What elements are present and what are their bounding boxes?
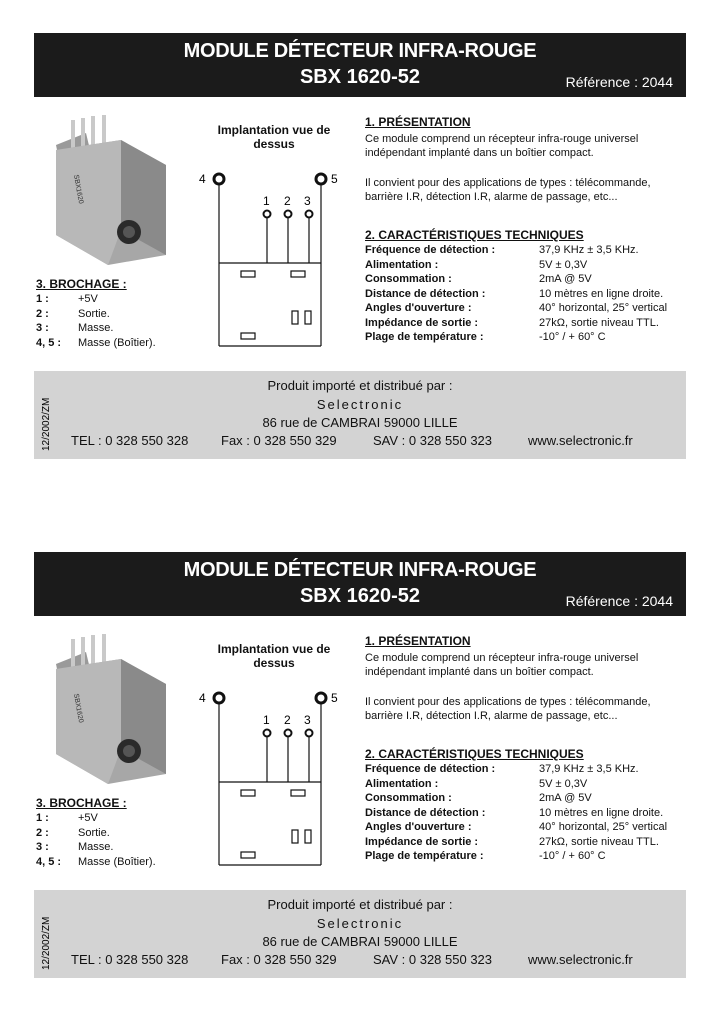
company-address: 86 rue de CAMBRAI 59000 LILLE (262, 934, 458, 949)
pin-row: 1 : +5V (36, 293, 98, 305)
pin-label-1: 1 (263, 194, 270, 208)
pinout-diagram (199, 680, 349, 870)
svg-text:12/2002/ZM: 12/2002/ZM (41, 916, 52, 970)
company-address: 86 rue de CAMBRAI 59000 LILLE (262, 415, 458, 430)
pin-5 (316, 693, 326, 703)
fax-number: Fax : 0 328 550 329 (221, 952, 337, 967)
phone-number: TEL : 0 328 550 328 (71, 952, 189, 967)
sav-number: SAV : 0 328 550 323 (373, 433, 493, 448)
fax-number: Fax : 0 328 550 329 (221, 433, 337, 448)
presentation-paragraph-2: Il convient pour des applications de types : télécommande, barrière I.R, détection I.R, alarme de passage, etc... (365, 177, 651, 203)
imported-by: Produit importé et distribué par : (267, 897, 453, 912)
pin-label-4: 4 (199, 172, 206, 186)
pin-4 (214, 693, 224, 703)
presentation-heading: 1. PRÉSENTATION (365, 115, 471, 129)
page-title: MODULE DÉTECTEUR INFRA-ROUGE (183, 559, 537, 581)
presentation-paragraph-2: Il convient pour des applications de types : télécommande, barrière I.R, détection I.R, alarme de passage, etc... (365, 696, 651, 722)
header-bar (34, 33, 686, 97)
pinout-diagram (199, 161, 349, 351)
distributor-footer (34, 371, 686, 459)
website-link[interactable]: www.selectronic.fr (528, 952, 633, 967)
pin-row: 4, 5 : Masse (Boîtier). (36, 855, 156, 868)
svg-text:SBX1620: SBX1620 (72, 174, 85, 205)
pinout-heading: 3. BROCHAGE : (36, 277, 127, 291)
pin-row: 2 : Sortie. (36, 307, 110, 320)
reference-number: Référence : 2044 (565, 593, 673, 609)
website-link[interactable]: www.selectronic.fr (528, 433, 633, 448)
distributor-footer (34, 890, 686, 978)
header-bar (34, 552, 686, 616)
specs-heading: 2. CARACTÉRISTIQUES TECHNIQUES (365, 228, 584, 242)
reference-number: Référence : 2044 (565, 74, 673, 90)
diagram-caption: Implantation vue de dessus (217, 123, 331, 151)
model-number: SBX 1620-52 (299, 66, 421, 88)
pin-row: 1 : +5V (36, 812, 98, 824)
presentation-paragraph-1: Ce module comprend un récepteur infra-rouge universel indépendant implanté dans un boîtier compact. (365, 652, 639, 678)
pin-label-3: 3 (304, 194, 311, 208)
specs-heading: 2. CARACTÉRISTIQUES TECHNIQUES (365, 747, 584, 761)
pinout-list (36, 796, 156, 870)
pin-label-3: 3 (304, 713, 311, 727)
pin-label-2: 2 (284, 194, 291, 208)
pin-label-5: 5 (331, 172, 338, 186)
phone-number: TEL : 0 328 550 328 (71, 433, 189, 448)
pin-row: 3 : Masse. (36, 322, 114, 334)
diagram-caption: Implantation vue de dessus (217, 642, 331, 670)
pin-label-5: 5 (331, 691, 338, 705)
model-number: SBX 1620-52 (299, 585, 421, 607)
pin-5 (316, 174, 326, 184)
svg-text:12/2002/ZM: 12/2002/ZM (41, 397, 52, 451)
pinout-heading: 3. BROCHAGE : (36, 796, 127, 810)
pinout-list (36, 277, 156, 351)
module-photo (36, 115, 176, 265)
svg-text:SBX1620: SBX1620 (72, 693, 85, 724)
presentation-heading: 1. PRÉSENTATION (365, 634, 471, 648)
pin-label-1: 1 (263, 713, 270, 727)
datasheet-card-2: MODULE DÉTECTEUR INFRA-ROUGE SBX 1620-52 Référence : 2044 SBX1620 Implantation vue de dessus 4 5 1 2 3 1. PRÉSENTATION Ce module comprend un récepteur infra-rouge universel indépendant implanté dans un boîtier compact. Il convient pour des applications de types : télécommande, barrière I.R, détection I.R, alarme de passage, etc... 2. CARACTÉRISTIQUES TECHNIQUES Fréquence de détection : 37,9 KHz ± 3,5 KHz. Alimentation : 5V ± 0,3V Consommation : 2mA @ 5V Distance de détection : 10 mètres en ligne droite. Angles d'ouverture : 40° horizontal, 25° vertical Impédance de sortie : 27kΩ, sortie niveau TTL. Plage de température : -10° / + 60° C 3. BROCHAGE : 1 : +5V 2 : Sortie. 3 : Masse. 4, 5 : Masse (Boîtier). 12/2002/ZM Produit importé et distribué par : Selectronic 86 rue de CAMBRAI 59000 LILLE TEL : 0 328 550 328 Fax : 0 328 550 329 SAV : 0 328 550 323 www.selectronic.fr (34, 552, 686, 993)
pin-label-2: 2 (284, 713, 291, 727)
datasheet-card-1: MODULE DÉTECTEUR INFRA-ROUGE SBX 1620-52 Référence : 2044 SBX1620 Implantation vue de dessus 4 5 1 2 3 1. PRÉSENTATION Ce module comprend un récepteur infra-rouge universel indépendant implanté dans un boîtier compact. Il convient pour des applications de types : télécommande, barrière I.R, détection I.R, alarme de passage, etc... 2. CARACTÉRISTIQUES TECHNIQUES Fréquence de détection : 37,9 KHz ± 3,5 KHz. Alimentation : 5V ± 0,3V Consommation : 2mA @ 5V Distance de détection : 10 mètres en ligne droite. Angles d'ouverture : 40° horizontal, 25° vertical Impédance de sortie : 27kΩ, sortie niveau TTL. Plage de température : -10° / + 60° C 3. BROCHAGE : 1 : +5V 2 : Sortie. 3 : Masse. 4, 5 : Masse (Boîtier). 12/2002/ZM Produit importé et distribué par : Selectronic 86 rue de CAMBRAI 59000 LILLE TEL : 0 328 550 328 Fax : 0 328 550 329 SAV : 0 328 550 323 www.selectronic.fr (34, 33, 686, 474)
company-name: Selectronic (316, 397, 404, 412)
pin-row: 2 : Sortie. (36, 826, 110, 839)
pin-4 (214, 174, 224, 184)
pin-row: 3 : Masse. (36, 841, 114, 853)
page-title: MODULE DÉTECTEUR INFRA-ROUGE (183, 40, 537, 62)
pin-row: 4, 5 : Masse (Boîtier). (36, 336, 156, 349)
imported-by: Produit importé et distribué par : (267, 378, 453, 393)
company-name: Selectronic (316, 916, 404, 931)
presentation-paragraph-1: Ce module comprend un récepteur infra-rouge universel indépendant implanté dans un boîtier compact. (365, 133, 639, 159)
pin-label-4: 4 (199, 691, 206, 705)
sav-number: SAV : 0 328 550 323 (373, 952, 493, 967)
module-photo (36, 634, 176, 784)
